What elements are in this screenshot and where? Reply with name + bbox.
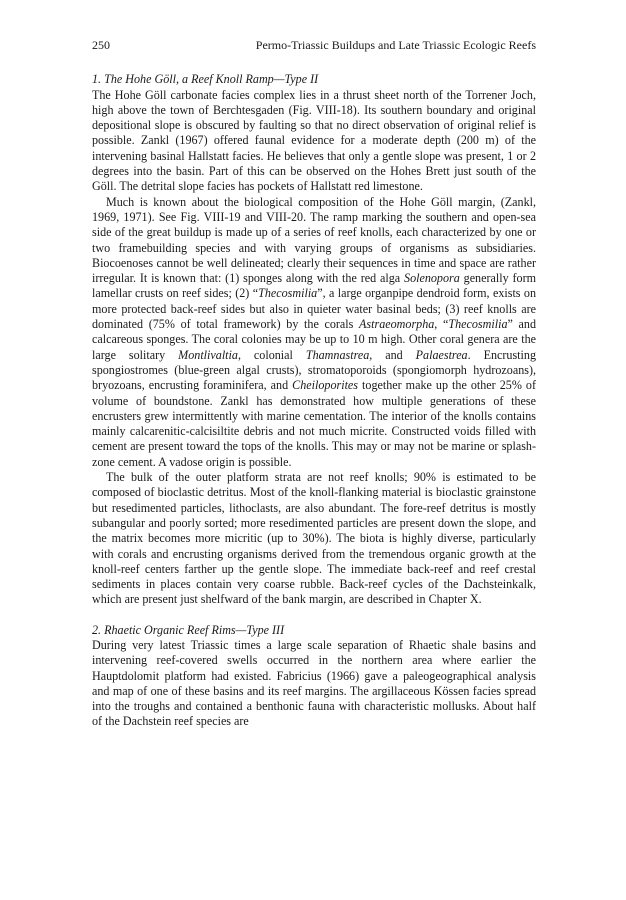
taxon-astraeomorpha: Astraeomorpha xyxy=(359,317,435,332)
taxon-cheiloporites: Cheiloporites xyxy=(292,378,358,393)
taxon-solenopora: Solenopora xyxy=(404,271,460,286)
section-heading-hohe-goll: 1. The Hohe Göll, a Reef Knoll Ramp—Type II xyxy=(92,72,319,87)
page-header xyxy=(92,38,536,53)
taxon-palaestrea: Palaestrea xyxy=(415,347,468,362)
taxon-thamnastrea: Thamnastrea xyxy=(305,347,370,362)
book-page xyxy=(92,38,536,730)
section-heading-rhaetic-reef-rims: 2. Rhaetic Organic Reef Rims—Type III xyxy=(92,622,285,637)
page-number: 250 xyxy=(92,38,110,52)
paragraph-rhaetic-intro: During very latest Triassic times a large scale separation of Rhaetic shale basins and intervening reef-covered swells occurred in the northern area where earlier the Hauptdolomit platform had existed. Fabricius (1966) gave a paleogeographical analysis and map of one of these basins and its reef margins. The argillaceous Kössen facies spread into the troughs and contained a benthonic fauna with characteristic mollusks. About half of the Dachstein reef species are xyxy=(92,637,536,729)
taxon-thecosmilia: Thecosmilia xyxy=(258,286,318,301)
paragraph-hohe-goll-intro: The Hohe Göll carbonate facies complex lies in a thrust sheet north of the Torrener Joch, high above the town of Berchtesgaden (Fig. VIII-18). Its southern boundary and original depositional slope is obscured by faulting so that no direct observation of original relief is possible. Zankl (1967) offered faunal evidence for a moderate depth (200 m) of the intervening basinal Hallstatt facies. He believes that only a gentle slope was present, 1 or 2 degrees into the basin. Part of this can be observed on the Hohes Brett just south of the Göll. The detrital slope facies has pockets of Hallstatt red limestone. xyxy=(92,87,536,194)
taxon-thecosmilia: Thecosmilia xyxy=(448,317,508,332)
taxon-montlivaltia: Montlivaltia xyxy=(178,347,238,362)
running-title: Permo-Triassic Buildups and Late Triassic Ecologic Reefs xyxy=(255,38,536,52)
paragraph-outer-platform: The bulk of the outer platform strata are not reef knolls; 90% is estimated to be composed of bioclastic detritus. Most of the knoll-flanking material is bioclastic grainstone but resedimented particles, lithoclasts, are also abundant. The fore-reef detritus is mostly subangular and poorly sorted; more resedimented particles are present down the slope, and the matrix becomes more micritic (up to 30%). The biota is highly diverse, particularly with corals and encrusting organisms derived from the tremendous organic growth at the knoll-reef centers farther up the gentle slope. The immediate back-reef and reef crestal sediments in places contain very coarse rubble. Back-reef cycles of the Dachsteinkalk, which are present just shelfward of the bank margin, are described in Chapter X. xyxy=(92,470,536,607)
paragraph-biological-composition: Much is known about the biological composition of the Hohe Göll margin, (Zankl, 1969, 1971). See Fig. VIII-19 and VIII-20. The ramp marking the southern and open-sea side of the great buildup is made up of a series of reef knolls, each characterized by one or two framebuilding species and with varying groups of organisms as subsidiaries. Biocoenoses cannot be well delineated; clearly their sequences in time and space are rather irregular. It is known that: (1) sponges along with the red alga Solenopora generally form lamellar crusts on reef sides; (2) “Thecosmilia”, a large organpipe dendroid form, exists on more protected back-reef sides but also in quieter water basinal beds; (3) reef knolls are dominated (75% of total framework) by the corals Astraeomorpha, “Thecosmilia” and calcareous sponges. The coral colonies may be up to 10 m high. Other coral genera are the large solitary Montlivaltia, colonial Thamnastrea, and Palaestrea. Encrusting spongiostromes (blue-green algal crusts), stromatoporoids (spongiomorph hydrozoans), bryozoans, encrusting foraminifera, and Cheiloporites together make up the other 25% of volume of boundstone. Zankl has demonstrated how multiple generations of these encrusters grew intermittently with marine cementation. The interior of the knolls contains mainly calcarenitic-calcisiltite debris and not much micrite. Constructed voids filled with cement are present toward the tops of the knolls. This may or may not be marine or splash-zone cement. A vadose origin is possible. xyxy=(92,194,537,469)
